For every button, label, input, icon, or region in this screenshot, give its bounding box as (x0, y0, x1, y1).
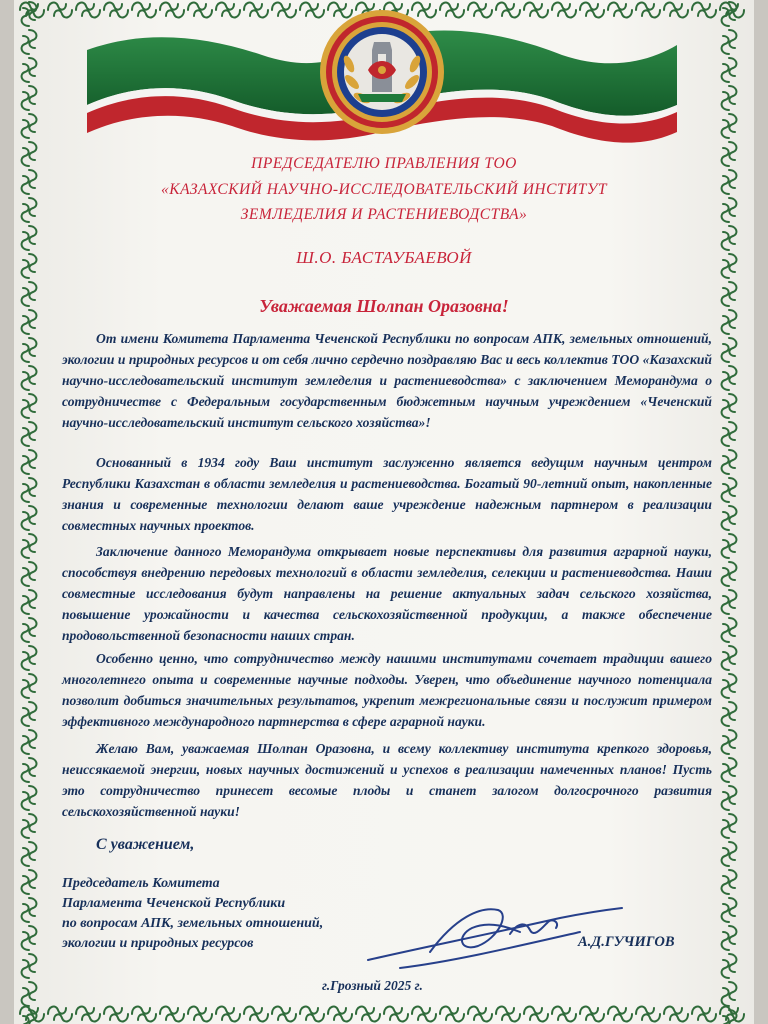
border-ornament (722, 450, 737, 474)
border-ornament (22, 422, 37, 446)
border-ornament (580, 1007, 604, 1022)
body-paragraph-4: Особенно ценно, что сотрудничество между нашими институтами сочетает традиции вашего многолетнего опыта и современные научные подходы. Уверен, что объединение научного потенциала позволит добиться значительных результатов, укрепит межрегиональные связи и послужит примером эффективного международного партнерства в сфере аграрной науки. (62, 651, 712, 729)
border-ornament (48, 3, 72, 18)
border-ornament (720, 3, 744, 18)
border-ornament (22, 534, 37, 558)
border-ornament (244, 1007, 268, 1022)
border-ornament (722, 562, 737, 586)
border-ornament (722, 646, 737, 670)
border-ornament (722, 618, 737, 642)
border-ornament (722, 114, 737, 138)
ornamental-border-bottom (12, 1004, 746, 1024)
signer-name: А.Д.ГУЧИГОВ (578, 934, 675, 950)
border-ornament (722, 702, 737, 726)
border-ornament (722, 898, 737, 922)
border-ornament (188, 1007, 212, 1022)
border-ornament (664, 1007, 688, 1022)
border-ornament (722, 786, 737, 810)
body-paragraph-5: Желаю Вам, уважаемая Шолпан Оразовна, и всему коллективу института крепкого здоровья, неиссякаемой энергии, новых научных достижений и успехов в реализации намеченных планов! Пусть это сотрудничество принесет весомые плоды и станет залогом долгосрочного развития сельскохозяйственной науки! (62, 741, 712, 819)
border-ornament (722, 926, 737, 950)
border-ornament (76, 1007, 100, 1022)
border-ornament (22, 730, 37, 754)
border-ornament (412, 1007, 436, 1022)
body-paragraph-3: Заключение данного Меморандума открывает новые перспективы для развития аграрной науки, способствуя внедрению передовых технологий в области земледелия, селекции и растениеводства. Наши совместные исследования будут направлены на решение актуальных задач сельского хозяйства, повышение урожайности и качества сельскохозяйственной продукции, а также обеспечение продовольственной безопасности наших стран. (62, 544, 712, 643)
border-ornament (22, 590, 37, 614)
greeting: Уважаемая Шолпан Оразовна! (259, 296, 509, 316)
border-ornament (22, 954, 37, 978)
border-ornament (722, 814, 737, 838)
border-ornament (722, 870, 737, 894)
closing-phrase: С уважением, (96, 836, 195, 853)
border-ornament (22, 114, 37, 138)
border-ornament (22, 646, 37, 670)
border-ornament (722, 394, 737, 418)
border-ornament (692, 3, 716, 18)
border-ornament (722, 506, 737, 530)
border-ornament (22, 870, 37, 894)
border-ornament (22, 926, 37, 950)
border-ornament (22, 618, 37, 642)
border-ornament (722, 590, 737, 614)
border-ornament (356, 1007, 380, 1022)
border-ornament (22, 814, 37, 838)
border-ornament (722, 478, 737, 502)
border-ornament (722, 226, 737, 250)
border-ornament (440, 1007, 464, 1022)
border-ornament (636, 1007, 660, 1022)
border-ornament (22, 86, 37, 110)
border-ornament (496, 1007, 520, 1022)
border-ornament (22, 702, 37, 726)
signer-title-line: экологии и природных ресурсов (62, 936, 254, 951)
border-ornament (22, 758, 37, 782)
border-ornament (720, 1007, 744, 1022)
border-ornament (22, 394, 37, 418)
border-ornament (132, 1007, 156, 1022)
border-ornament (22, 478, 37, 502)
border-ornament (722, 534, 737, 558)
border-ornament (22, 30, 37, 54)
border-ornament (722, 30, 737, 54)
border-ornament (22, 842, 37, 866)
border-ornament (22, 58, 37, 82)
border-ornament (384, 1007, 408, 1022)
ornamental-border-right (712, 0, 746, 1024)
border-ornament (22, 786, 37, 810)
border-ornament (22, 366, 37, 390)
flag-banner (82, 0, 682, 150)
border-ornament (20, 1007, 44, 1022)
addressee-name: Ш.О. БАСТАУБАЕВОЙ (296, 248, 472, 267)
border-ornament (22, 338, 37, 362)
border-ornament (552, 1007, 576, 1022)
border-ornament (468, 1007, 492, 1022)
border-ornament (722, 58, 737, 82)
border-ornament (48, 1007, 72, 1022)
border-ornament (608, 1007, 632, 1022)
border-ornament (22, 898, 37, 922)
border-ornament (160, 1007, 184, 1022)
signer-title-line: Председатель Комитета (62, 876, 220, 891)
recipient-title-line-2: «КАЗАХСКИЙ НАУЧНО-ИССЛЕДОВАТЕЛЬСКИЙ ИНСТИТУТ (161, 181, 607, 198)
border-ornament (524, 1007, 548, 1022)
border-ornament (272, 1007, 296, 1022)
border-ornament (22, 226, 37, 250)
border-ornament (722, 366, 737, 390)
border-ornament (300, 1007, 324, 1022)
recipient-title-line-3: ЗЕМЛЕДЕЛИЯ И РАСТЕНИЕВОДСТВА» (240, 206, 528, 223)
border-ornament (22, 562, 37, 586)
border-ornament (722, 982, 737, 1006)
border-ornament (722, 338, 737, 362)
border-ornament (216, 1007, 240, 1022)
signer-title-line: Парламента Чеченской Республики (62, 896, 286, 911)
border-ornament (104, 1007, 128, 1022)
place-and-date: г.Грозный 2025 г. (322, 978, 423, 993)
border-ornament (20, 3, 44, 18)
border-ornament (328, 1007, 352, 1022)
border-ornament (22, 982, 37, 1006)
body-paragraph-2: Основанный в 1934 году Ваш институт заслуженно является ведущим научным центром Республики Казахстан в области земледелия и растениеводства. Богатый 90-летний опыт, накопленные знания и современные технологии делают ваше учреждение надежным партнером в реализации совместных научных проектов. (62, 455, 712, 533)
border-ornament (722, 954, 737, 978)
border-ornament (692, 1007, 716, 1022)
signer-title-line: по вопросам АПК, земельных отношений, (62, 916, 324, 931)
border-ornament (722, 842, 737, 866)
border-ornament (722, 422, 737, 446)
coat-of-arms-icon (320, 10, 444, 134)
recipient-title-line-1: ПРЕДСЕДАТЕЛЮ ПРАВЛЕНИЯ ТОО (251, 155, 517, 172)
border-ornament (722, 86, 737, 110)
border-ornament (22, 506, 37, 530)
signer-title-block (62, 874, 323, 954)
border-ornament (22, 450, 37, 474)
ornamental-border-left (12, 0, 46, 1024)
border-ornament (722, 758, 737, 782)
border-ornament (722, 674, 737, 698)
body-paragraph-1: От имени Комитета Парламента Чеченской Республики по вопросам АПК, земельных отношений, экологии и природных ресурсов и от себя лично сердечно поздравляю Вас и весь коллектив ТОО «Казахский научно-исследовательский институт земледелия и растениеводства» с заключением Меморандума о сотрудничестве с Федеральным государственным бюджетным научным учреждением «Чеченский научно-исследовательский институт сельского хозяйства»! (62, 331, 712, 430)
border-ornament (722, 730, 737, 754)
handwritten-signature-icon (360, 888, 630, 978)
border-ornament (22, 674, 37, 698)
